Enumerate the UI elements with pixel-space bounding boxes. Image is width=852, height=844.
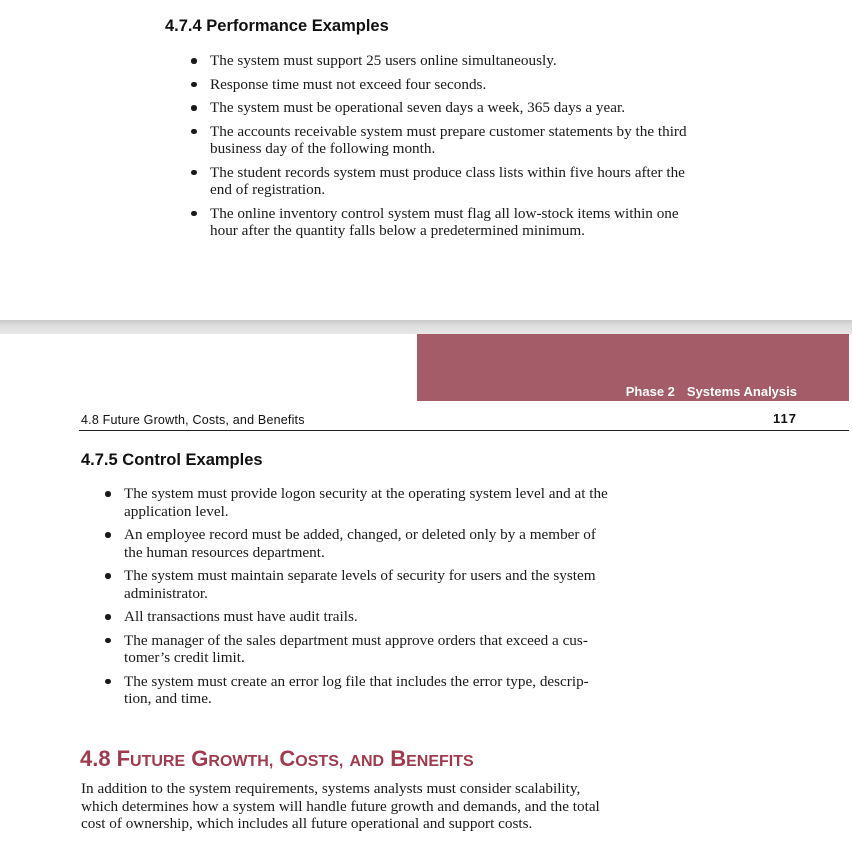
performance-bullet-item-line: The accounts receivable system must prepare customer statements by the third xyxy=(210,122,687,140)
control-bullet-item-line: tomer’s credit limit. xyxy=(124,649,245,666)
performance-bullet-item xyxy=(210,164,770,199)
page-number: 117 xyxy=(773,411,797,426)
performance-bullet-item-line: end of registration. xyxy=(210,181,326,198)
control-bullet-item-line: The system must create an error log file that includes the error type, descrip- xyxy=(124,672,589,690)
body-paragraph-line: cost of ownership, which includes all future operational and support costs. xyxy=(81,815,533,832)
section-title-word: FUTURE xyxy=(116,746,186,771)
performance-bullet-item xyxy=(210,99,770,117)
performance-bullet-item-line: Response time must not exceed four seconds. xyxy=(210,75,487,93)
body-paragraph-line: In addition to the system requirements, systems analysts must consider scalability, xyxy=(81,780,581,797)
body-paragraph xyxy=(81,780,681,833)
section-title xyxy=(117,746,474,771)
control-bullet-item-line: An employee record must be added, changed, or deleted only by a member of xyxy=(124,526,596,543)
control-bullet-item xyxy=(124,608,684,626)
section-title-word: COSTS, xyxy=(279,746,344,771)
top-page xyxy=(0,0,852,320)
running-head: 4.8 Future Growth, Costs, and Benefits xyxy=(81,413,305,427)
phase-banner xyxy=(417,334,849,401)
phase-part-label: Systems Analysis xyxy=(686,384,797,399)
performance-bullet-item-line: hour after the quantity falls below a predetermined minimum. xyxy=(210,222,585,239)
control-bullet-item-line: All transactions must have audit trails. xyxy=(124,608,358,625)
phase-banner-text xyxy=(626,384,797,399)
section-title-word: BENEFITS xyxy=(390,746,474,771)
performance-bullet-item-line: business day of the following month. xyxy=(210,140,436,157)
performance-examples-heading: 4.7.4 Performance Examples xyxy=(165,17,389,35)
performance-bullet-item xyxy=(210,52,770,70)
control-bullet-item-line: application level. xyxy=(124,502,229,520)
bottom-page xyxy=(0,334,852,844)
control-bullet-item-line: the human resources department. xyxy=(124,543,325,561)
performance-bullet-item-line: The online inventory control system must flag all low-stock items within one xyxy=(210,204,679,222)
body-paragraph-line: which determines how a system will handle future growth and demands, and the total xyxy=(81,797,600,815)
phase-label: Phase 2 xyxy=(625,384,675,399)
control-examples-heading: 4.7.5 Control Examples xyxy=(81,451,263,469)
control-bullet-item-line: The manager of the sales department must approve orders that exceed a cus- xyxy=(124,631,588,649)
control-examples-list xyxy=(124,485,684,708)
section-title-word: AND xyxy=(349,753,385,770)
section-title-word: GROWTH, xyxy=(191,746,274,771)
section-number: 4.8 xyxy=(80,746,111,771)
performance-bullet-item-line: The system must be operational seven days a week, 365 days a year. xyxy=(210,99,626,116)
section-heading xyxy=(80,746,474,772)
page-separator xyxy=(0,320,852,334)
control-bullet-item xyxy=(124,526,684,561)
control-bullet-item-line: The system must provide logon security at the operating system level and at the xyxy=(124,485,608,502)
control-bullet-item xyxy=(124,632,684,667)
header-rule xyxy=(79,430,849,431)
control-bullet-item xyxy=(124,673,684,708)
performance-bullet-item xyxy=(210,123,770,158)
performance-bullet-item-line: The student records system must produce class lists within five hours after the xyxy=(210,163,685,181)
performance-bullet-item-line: The system must support 25 users online simultaneously. xyxy=(210,52,557,69)
control-bullet-item xyxy=(124,485,684,520)
control-bullet-item-line: The system must maintain separate levels of security for users and the system xyxy=(124,567,596,584)
control-bullet-item-line: administrator. xyxy=(124,584,208,602)
performance-examples-list xyxy=(210,52,770,240)
performance-bullet-item xyxy=(210,76,770,94)
control-bullet-item xyxy=(124,567,684,602)
performance-bullet-item xyxy=(210,205,770,240)
control-bullet-item-line: tion, and time. xyxy=(124,690,212,707)
